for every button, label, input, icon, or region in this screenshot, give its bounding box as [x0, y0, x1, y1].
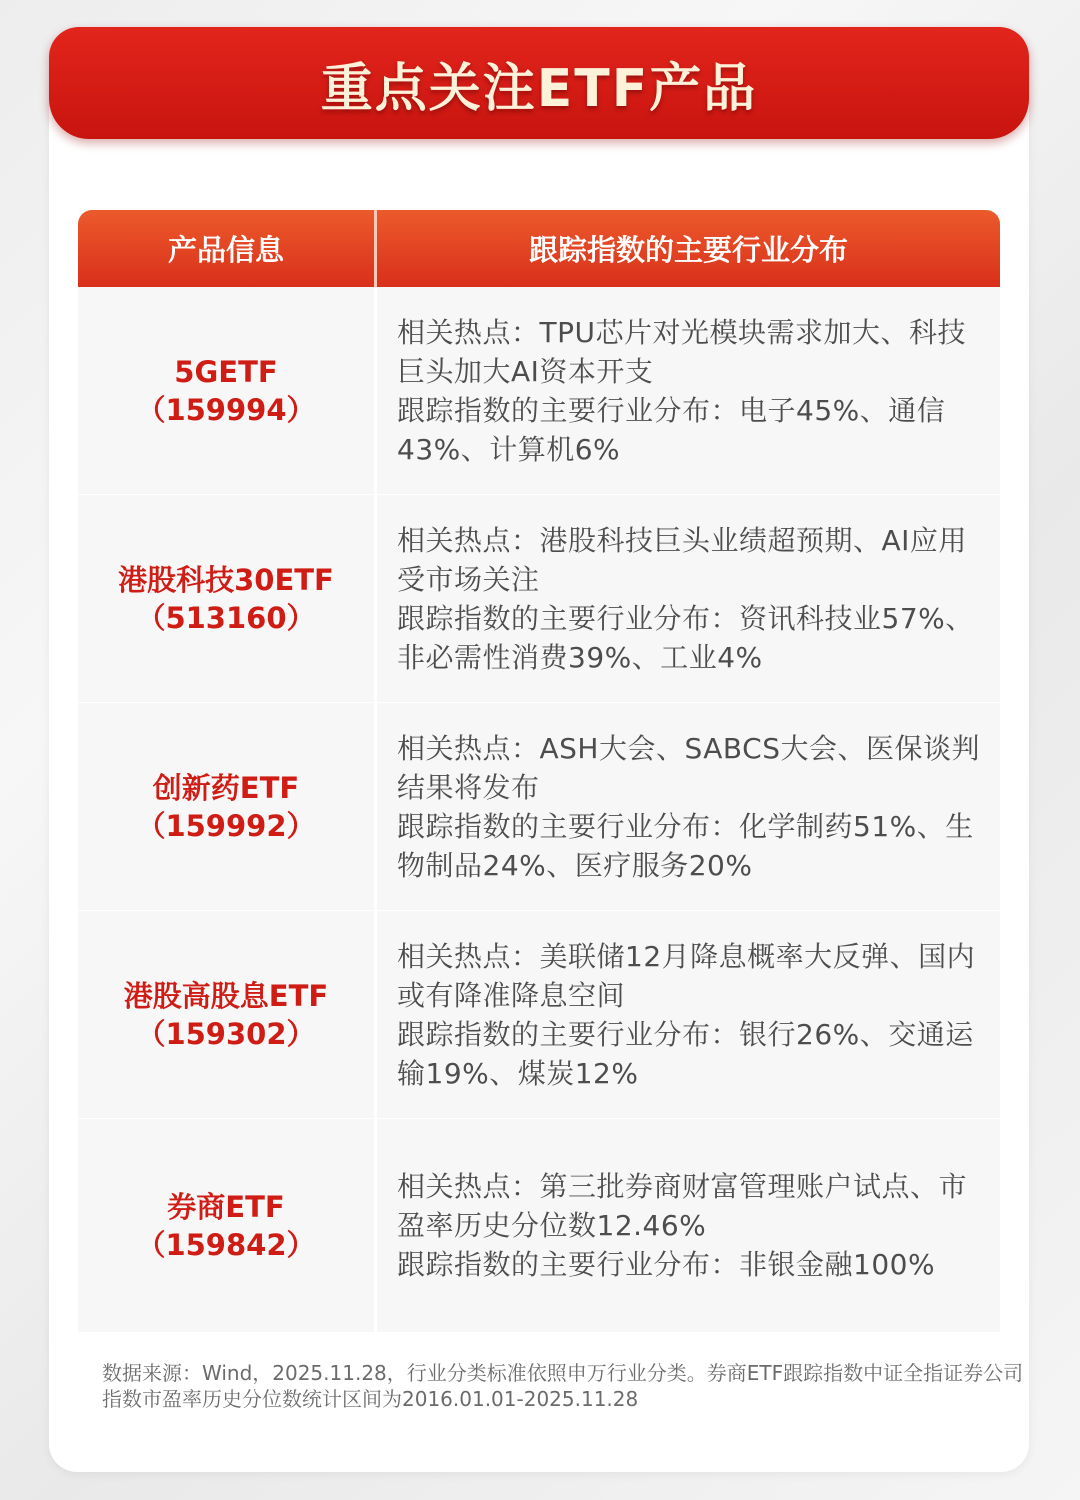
- table-row: [78, 911, 1000, 1118]
- distribution-text: 跟踪指数的主要行业分布：化学制药51%、生物制品24%、医疗服务20%: [397, 809, 974, 882]
- detail-cell: [377, 495, 1000, 702]
- header-product-info: 产品信息: [78, 210, 377, 287]
- product-code: （159842）: [136, 1227, 316, 1262]
- page-title: 重点关注ETF产品: [320, 58, 758, 119]
- table-row: [78, 495, 1000, 702]
- product-code: （159992）: [136, 808, 316, 843]
- table-row: [78, 1119, 1000, 1332]
- hotspot-text: 相关热点：港股科技巨头业绩超预期、AI应用受市场关注: [397, 523, 967, 596]
- hotspot-text: 相关热点：ASH大会、SABCS大会、医保谈判结果将发布: [397, 731, 980, 804]
- product-name: 创新药ETF: [152, 770, 300, 805]
- distribution-text: 跟踪指数的主要行业分布：电子45%、通信43%、计算机6%: [397, 393, 946, 466]
- table-row: [78, 287, 1000, 494]
- product-cell: [78, 703, 377, 910]
- data-source-footnote: 数据来源：Wind，2025.11.28，行业分类标准依照申万行业分类。券商ETF跟踪指数中证全指证券公司指数市盈率历史分位数统计区间为2016.01.01-2025.11.28: [102, 1361, 1024, 1411]
- hotspot-text: 相关热点：TPU芯片对光模块需求加大、科技巨头加大AI资本开支: [397, 315, 966, 388]
- product-name: 券商ETF: [167, 1189, 285, 1224]
- product-name: 港股高股息ETF: [123, 978, 329, 1013]
- distribution-text: 跟踪指数的主要行业分布：银行26%、交通运输19%、煤炭12%: [397, 1017, 974, 1090]
- product-code: （159994）: [136, 392, 316, 427]
- distribution-text: 跟踪指数的主要行业分布：资讯科技业57%、非必需性消费39%、工业4%: [397, 601, 974, 674]
- product-code: （513160）: [136, 600, 316, 635]
- detail-cell: [377, 911, 1000, 1118]
- detail-cell: [377, 287, 1000, 494]
- product-cell: [78, 495, 377, 702]
- table-row: [78, 703, 1000, 910]
- hotspot-text: 相关热点：美联储12月降息概率大反弹、国内或有降准降息空间: [397, 939, 976, 1012]
- product-code: （159302）: [136, 1016, 316, 1051]
- product-name: 港股科技30ETF: [118, 562, 334, 597]
- etf-table: [78, 210, 1000, 1332]
- header-industry-distribution: 跟踪指数的主要行业分布: [528, 233, 848, 267]
- product-cell: [78, 287, 377, 494]
- table-header: [78, 210, 1000, 287]
- detail-cell: [377, 703, 1000, 910]
- hotspot-text: 相关热点：第三批券商财富管理账户试点、市盈率历史分位数12.46%: [397, 1170, 968, 1242]
- distribution-text: 跟踪指数的主要行业分布：非银金融100%: [397, 1248, 936, 1281]
- title-banner: [49, 27, 1029, 139]
- table-body: [78, 287, 1000, 1332]
- product-name: 5GETF: [174, 354, 278, 389]
- detail-cell: [377, 1119, 1000, 1332]
- product-cell: [78, 1119, 377, 1332]
- product-cell: [78, 911, 377, 1118]
